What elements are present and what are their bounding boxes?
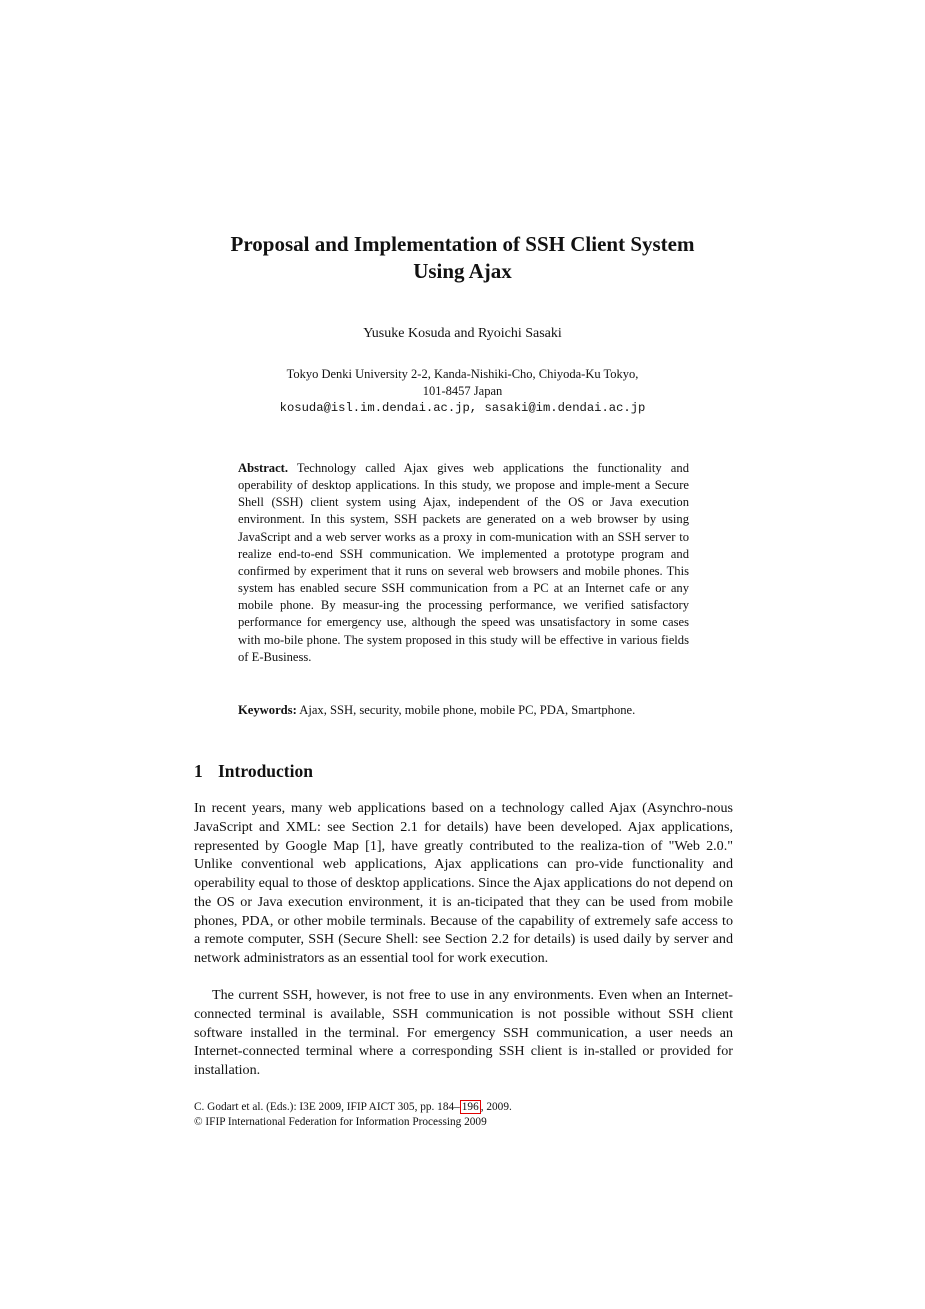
abstract-label: Abstract.: [238, 461, 289, 475]
keywords: [238, 702, 698, 719]
abstract: [238, 460, 689, 666]
affiliation-line-2: 101-8457 Japan: [422, 384, 503, 398]
end-page-link[interactable]: 196: [461, 1101, 479, 1113]
paper-title-line-1: Proposal and Implementation of SSH Client System: [230, 232, 695, 256]
paper-title: [150, 231, 775, 285]
citation-line: [194, 1100, 734, 1115]
copyright-line: © IFIP International Federation for Information Processing 2009: [194, 1115, 487, 1128]
citation-prefix: C. Godart et al. (Eds.): I3E 2009, IFIP AICT 305, pp. 184–: [194, 1101, 460, 1113]
section-heading-introduction: [194, 760, 313, 782]
footnote: [194, 1100, 734, 1129]
intro-paragraph-2: The current SSH, however, is not free to use in any environments. Even when an Internet-connected terminal is available, SSH communication is not possible without SSH client software installed in the terminal. For emergency SSH communication, a user needs an Internet-connected terminal where a corresponding SSH client is in-stalled or provided for installation.: [194, 987, 733, 1078]
section-number: 1: [194, 761, 203, 781]
authors: Yusuke Kosuda and Ryoichi Sasaki: [363, 326, 562, 341]
author-emails: kosuda@isl.im.dendai.ac.jp, sasaki@im.dendai.ac.jp: [279, 401, 646, 415]
intro-paragraph-1: In recent years, many web applications based on a technology called Ajax (Asynchro-nous JavaScript and XML: see Section 2.1 for details) have been developed. Ajax applications, represented by Google Map [1], have greatly contributed to the realiza-tion of "Web 2.0." Unlike conventional web applications, Ajax applications can pro-vide functionality and operability equal to those of desktop applications. Since the Ajax applications do not depend on the OS or Java execution environment, it is an-ticipated that they can be used from mobile phones, PDA, or other mobile terminals. Because of the capability of extremely safe access to a remote computer, SSH (Secure Shell: see Section 2.2 for details) is used daily by server and network administrators as an essential tool for work execution.: [194, 800, 733, 966]
abstract-text: Technology called Ajax gives web applications the functionality and operability of desktop applications. In this study, we propose and imple-ment a Secure Shell (SSH) client system using Ajax, independent of the OS or Java execution environment. In this system, SSH packets are generated on a web browser by using JavaScript and a web server works as a proxy in com-munication with an SSH server to realize end-to-end SSH communication. We implemented a prototype program and confirmed by experiment that it runs on several web browsers and mobile phones. This system has enabled secure SSH communication from a PC at an Internet cafe or any mobile phone. By measur-ing the processing performance, we verified satisfactory performance for emergency use, although the speed was unsatisfactory in some cases with mo-bile phone. The system proposed in this study will be effective in various fields of E-Business.: [238, 461, 689, 664]
keywords-label: Keywords:: [238, 703, 297, 717]
affiliation: [150, 366, 775, 400]
keywords-text: Ajax, SSH, security, mobile phone, mobile PC, PDA, Smartphone.: [299, 703, 636, 717]
paper-title-line-2: Using Ajax: [413, 259, 512, 283]
section-title: Introduction: [218, 761, 313, 781]
affiliation-line-1: Tokyo Denki University 2-2, Kanda-Nishiki-Cho, Chiyoda-Ku Tokyo,: [286, 367, 639, 381]
citation-suffix: , 2009.: [480, 1101, 512, 1113]
